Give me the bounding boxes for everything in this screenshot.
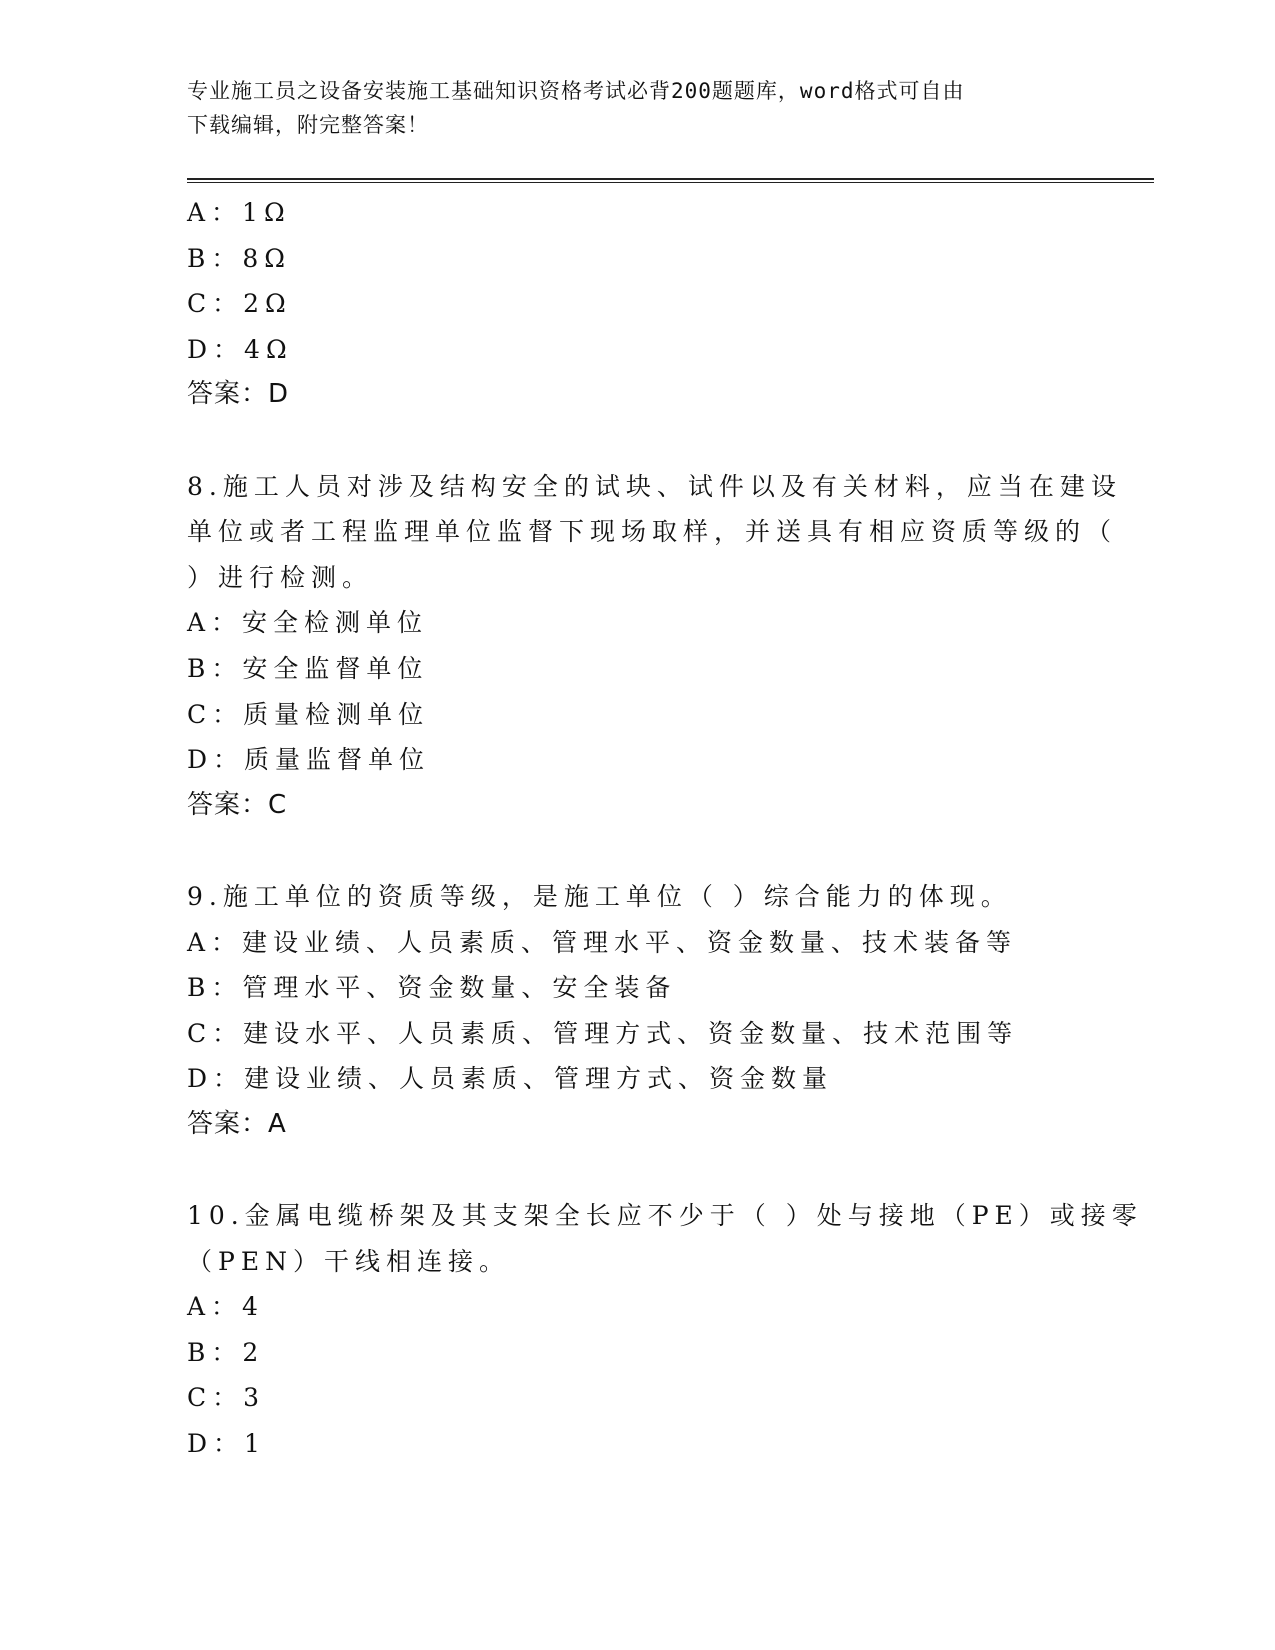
question-text-line: 9.施工单位的资质等级，是施工单位（ ）综合能力的体现。 bbox=[187, 881, 1012, 911]
question-9 bbox=[187, 874, 1087, 1148]
option-b: B：管理水平、资金数量、安全装备 bbox=[187, 973, 677, 1003]
option-a: A：4 bbox=[187, 1292, 264, 1322]
spacer bbox=[187, 418, 1087, 464]
document-header bbox=[187, 74, 1087, 142]
option-d: D：质量监督单位 bbox=[187, 745, 431, 775]
option-c: C：3 bbox=[187, 1383, 266, 1413]
answer-line: 答案：D bbox=[187, 379, 290, 410]
option-a: A：建设业绩、人员素质、管理水平、资金数量、技术装备等 bbox=[187, 927, 1018, 957]
answer-line: 答案：A bbox=[187, 1108, 287, 1139]
option-a: A：1Ω bbox=[187, 198, 291, 227]
option-c: C：建设水平、人员素质、管理方式、资金数量、技术范围等 bbox=[187, 1018, 1019, 1048]
question-text-line: （PEN）干线相连接。 bbox=[187, 1246, 510, 1276]
option-b: B：2 bbox=[187, 1337, 265, 1367]
option-c: C：2Ω bbox=[187, 289, 292, 319]
option-c: C：质量检测单位 bbox=[187, 699, 430, 729]
option-b: B：安全监督单位 bbox=[187, 653, 429, 683]
option-d: D：1 bbox=[187, 1429, 266, 1459]
option-d: D：建设业绩、人员素质、管理方式、资金数量 bbox=[187, 1064, 834, 1094]
question-text-line: 单位或者工程监理单位监督下现场取样，并送具有相应资质等级的（ bbox=[187, 517, 1118, 547]
spacer bbox=[187, 1147, 1087, 1193]
option-b: B：8Ω bbox=[187, 243, 292, 273]
question-text-line: 10.金属电缆桥架及其支架全长应不少于（ ）处与接地（PE）或接零 bbox=[187, 1201, 1143, 1231]
header-divider bbox=[187, 178, 1154, 183]
question-7-options bbox=[187, 190, 1087, 418]
option-d: D：4Ω bbox=[187, 334, 293, 364]
question-text-line: ）进行检测。 bbox=[187, 562, 374, 592]
question-10 bbox=[187, 1193, 1143, 1467]
question-8 bbox=[187, 464, 1122, 829]
answer-line: 答案：C bbox=[187, 789, 288, 820]
question-text-line: 8.施工人员对涉及结构安全的试块、试件以及有关材料，应当在建设 bbox=[187, 471, 1122, 501]
spacer bbox=[187, 828, 1087, 874]
question-content bbox=[187, 190, 1143, 1467]
option-a: A：安全检测单位 bbox=[187, 608, 429, 638]
header-line-2: 下载编辑，附完整答案！ bbox=[187, 113, 429, 137]
header-line-1: 专业施工员之设备安装施工基础知识资格考试必背200题题库，word格式可自由 bbox=[187, 79, 965, 103]
